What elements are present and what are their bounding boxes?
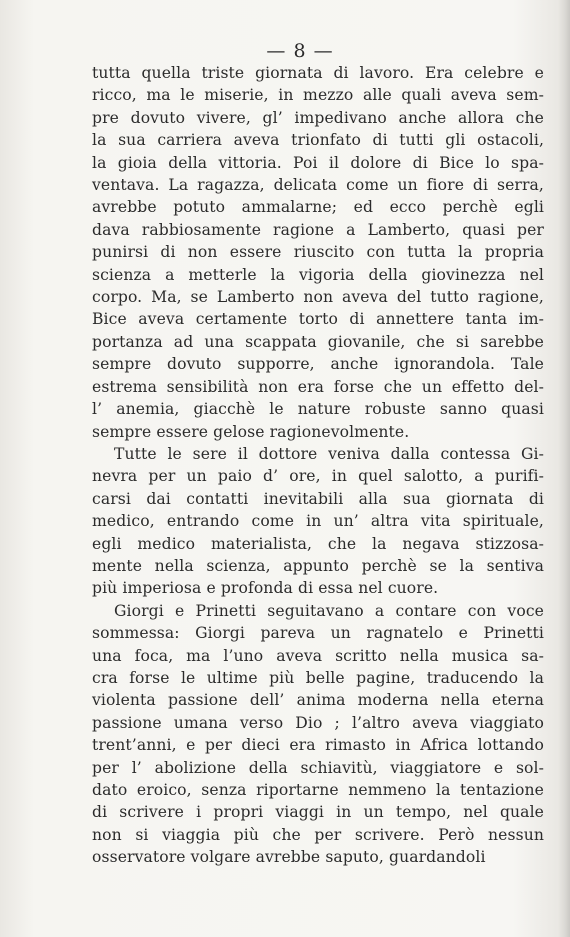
paragraph-1 (92, 62, 544, 443)
text-line: sommessa: Giorgi pareva un ragnatelo e Prinetti (92, 624, 544, 643)
text-line: sempre essere gelose ragionevolmente. (92, 422, 410, 441)
text-line: Tutte le sere il dottore veniva dalla contessa Gi- (114, 444, 544, 463)
page-text-body (92, 62, 544, 869)
text-line: una foca, ma l’uno aveva scritto nella musica sa- (92, 646, 544, 665)
text-line: nevra per un paio d’ ore, in quel salotto, a purifi- (92, 467, 544, 486)
text-line: pre dovuto vivere, gl’ impedivano anche allora che (92, 108, 544, 127)
text-line: trent’anni, e per dieci era rimasto in Africa lottando (92, 736, 544, 755)
text-line: carsi dai contatti inevitabili alla sua giornata di (92, 489, 544, 508)
text-line: cra forse le ultime più belle pagine, traducendo la (92, 668, 544, 687)
text-line: di scrivere i propri viaggi in un tempo, nel quale (92, 803, 544, 822)
paragraph-2 (92, 443, 544, 600)
text-line: violenta passione dell’ anima moderna nella eterna (92, 691, 544, 710)
text-line: la gioia della vittoria. Poi il dolore di Bice lo spa- (92, 153, 544, 172)
text-line: corpo. Ma, se Lamberto non aveva del tutto ragione, (92, 288, 544, 307)
paragraph-3 (92, 600, 544, 869)
text-line: osservatore volgare avrebbe saputo, guardandoli (92, 848, 486, 867)
text-line: più imperiosa e profonda di essa nel cuore. (92, 579, 439, 598)
text-line: estrema sensibilità non era forse che un effetto del- (92, 377, 544, 396)
text-line: egli medico materialista, che la negava stizzosa- (92, 534, 544, 553)
text-line: passione umana verso Dio ; l’altro aveva viaggiato (92, 713, 544, 732)
text-line: dava rabbiosamente ragione a Lamberto, quasi per (92, 220, 544, 239)
text-line: tutta quella triste giornata di lavoro. Era celebre e (92, 64, 544, 82)
text-line: ricco, ma le miserie, in mezzo alle quali aveva sem- (92, 86, 544, 105)
text-line: Bice aveva certamente torto di annettere tanta im- (92, 310, 544, 329)
text-line: medico, entrando come in un’ altra vita spirituale, (92, 512, 544, 531)
text-line: dato eroico, senza riportarne nemmeno la tentazione (92, 781, 544, 799)
text-line: Giorgi e Prinetti seguitavano a contare con voce (114, 601, 544, 620)
text-line: scienza a metterle la vigoria della giovinezza nel (92, 265, 544, 284)
text-line: ventava. La ragazza, delicata come un fiore di serra, (92, 176, 544, 195)
text-line: avrebbe potuto ammalarne; ed ecco perchè egli (92, 198, 544, 217)
page-number: — 8 — (266, 40, 334, 62)
text-line: mente nella scienza, appunto perchè se la sentiva (92, 556, 544, 575)
text-line: portanza ad una scappata giovanile, che si sarebbe (92, 332, 544, 351)
page-edge-shadow (558, 0, 570, 937)
text-line: punirsi di non essere riuscito con tutta la propria (92, 243, 544, 262)
text-line: l’ anemia, giacchè le nature robuste sanno quasi (92, 400, 544, 419)
text-line: la sua carriera aveva trionfato di tutti gli ostacoli, (92, 131, 544, 150)
text-line: per l’ abolizione della schiavitù, viaggiatore e sol- (92, 758, 544, 777)
text-line: sempre dovuto supporre, anche ignorandola. Tale (92, 355, 544, 374)
text-line: non si viaggia più che per scrivere. Però nessun (92, 825, 544, 844)
